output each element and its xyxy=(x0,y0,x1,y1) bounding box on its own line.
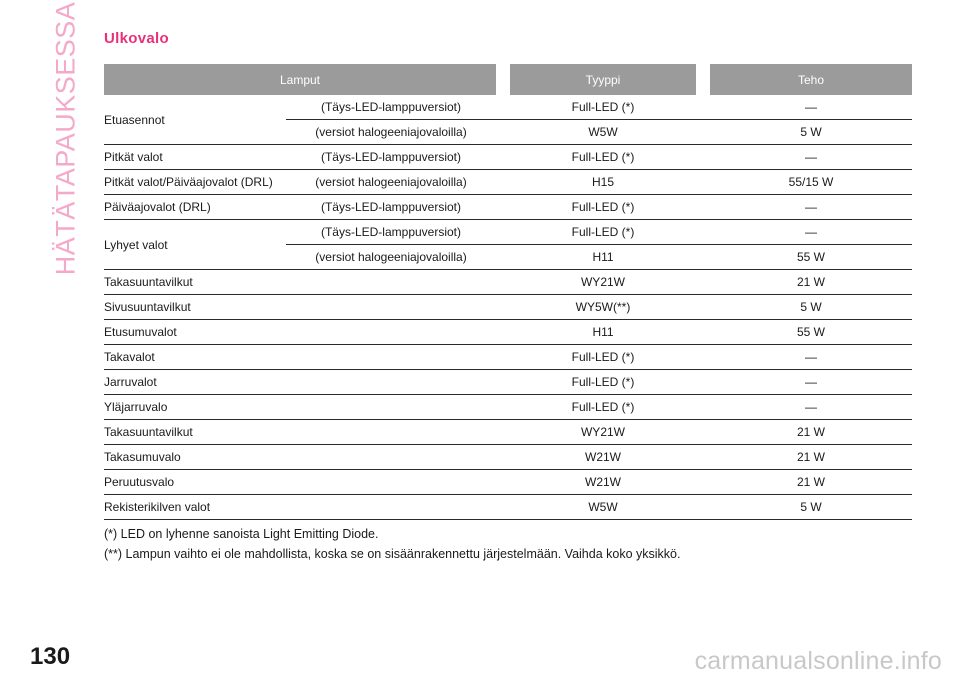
lamp-name: Etusumuvalot xyxy=(104,320,286,345)
lamp-power: 55/15 W xyxy=(710,170,912,195)
cell-gap xyxy=(696,395,710,420)
lamp-name: Päiväajovalot (DRL) xyxy=(104,195,286,220)
cell-gap xyxy=(696,120,710,145)
header-power: Teho xyxy=(710,64,912,95)
cell-gap xyxy=(696,495,710,520)
lamp-type: WY21W xyxy=(510,420,696,445)
lamp-power: 21 W xyxy=(710,445,912,470)
cell-gap xyxy=(696,295,710,320)
cell-gap xyxy=(696,195,710,220)
cell-gap xyxy=(696,220,710,245)
lamp-variant xyxy=(286,320,496,345)
table-body xyxy=(104,95,912,520)
table-header-row xyxy=(104,64,912,95)
lamp-name: Sivusuuntavilkut xyxy=(104,295,286,320)
cell-gap xyxy=(696,445,710,470)
lamp-type: WY5W(**) xyxy=(510,295,696,320)
lamp-variant xyxy=(286,470,496,495)
lamp-type: Full-LED (*) xyxy=(510,345,696,370)
cell-gap xyxy=(696,245,710,270)
table-row xyxy=(104,420,912,445)
lamp-type: Full-LED (*) xyxy=(510,195,696,220)
lamp-power: 55 W xyxy=(710,320,912,345)
section-title: Ulkovalo xyxy=(104,30,169,47)
lamp-variant xyxy=(286,495,496,520)
cell-gap xyxy=(496,495,510,520)
lamp-type: H15 xyxy=(510,170,696,195)
lamp-power: — xyxy=(710,370,912,395)
table-row xyxy=(104,445,912,470)
table-row xyxy=(104,345,912,370)
table-row xyxy=(104,495,912,520)
lamp-name: Rekisterikilven valot xyxy=(104,495,286,520)
page-number: 130 xyxy=(30,643,71,670)
table-row xyxy=(104,295,912,320)
cell-gap xyxy=(696,170,710,195)
lamp-variant xyxy=(286,345,496,370)
table-row xyxy=(104,270,912,295)
cell-gap xyxy=(696,320,710,345)
cell-gap xyxy=(496,370,510,395)
lamp-name: Yläjarruvalo xyxy=(104,395,286,420)
cell-gap xyxy=(696,370,710,395)
lamp-power: — xyxy=(710,395,912,420)
lamp-power: — xyxy=(710,345,912,370)
lamp-power: 5 W xyxy=(710,295,912,320)
cell-gap xyxy=(496,295,510,320)
lamp-variant xyxy=(286,420,496,445)
header-type: Tyyppi xyxy=(510,64,696,95)
lamp-variant: (Täys-LED-lamppuversiot) xyxy=(286,145,496,170)
cell-gap xyxy=(496,345,510,370)
table-row xyxy=(104,395,912,420)
table-row xyxy=(104,95,912,120)
cell-gap xyxy=(496,120,510,145)
table-row xyxy=(104,320,912,345)
lamp-variant: (versiot halogeeniajovaloilla) xyxy=(286,120,496,145)
lamp-variant: (Täys-LED-lamppuversiot) xyxy=(286,195,496,220)
lamp-type: W21W xyxy=(510,445,696,470)
lamp-type: Full-LED (*) xyxy=(510,370,696,395)
lamp-type: Full-LED (*) xyxy=(510,220,696,245)
header-lamps: Lamput xyxy=(104,64,496,95)
chapter-side-title-text: HÄTÄTAPAUKSESSA xyxy=(50,1,81,275)
lamp-power: — xyxy=(710,195,912,220)
lamp-name: Takasuuntavilkut xyxy=(104,420,286,445)
cell-gap xyxy=(496,245,510,270)
cell-gap xyxy=(696,470,710,495)
header-gap xyxy=(496,64,510,95)
lamp-type: H11 xyxy=(510,245,696,270)
lamp-name: Takasuuntavilkut xyxy=(104,270,286,295)
footnote-led: (*) LED on lyhenne sanoista Light Emitting Diode. xyxy=(104,527,379,541)
lamp-variant: (versiot halogeeniajovaloilla) xyxy=(286,245,496,270)
lamp-variant xyxy=(286,295,496,320)
lamp-power: 21 W xyxy=(710,470,912,495)
lamp-name: Peruutusvalo xyxy=(104,470,286,495)
cell-gap xyxy=(496,170,510,195)
lamp-name: Takasumuvalo xyxy=(104,445,286,470)
lamp-type: WY21W xyxy=(510,270,696,295)
table-row xyxy=(104,145,912,170)
lamp-type: Full-LED (*) xyxy=(510,95,696,120)
cell-gap xyxy=(496,220,510,245)
lamp-variant: (versiot halogeeniajovaloilla) xyxy=(286,170,496,195)
cell-gap xyxy=(696,95,710,120)
cell-gap xyxy=(496,270,510,295)
cell-gap xyxy=(496,420,510,445)
lamp-type: Full-LED (*) xyxy=(510,395,696,420)
lamp-power: 5 W xyxy=(710,495,912,520)
table-row xyxy=(104,220,912,245)
cell-gap xyxy=(696,345,710,370)
lamp-type: H11 xyxy=(510,320,696,345)
lamp-name: Pitkät valot xyxy=(104,145,286,170)
lamp-type: W21W xyxy=(510,470,696,495)
lamp-variant: (Täys-LED-lamppuversiot) xyxy=(286,220,496,245)
lamp-table xyxy=(104,64,912,520)
footnotes xyxy=(104,527,680,567)
cell-gap xyxy=(496,445,510,470)
footnote-integrated: (**) Lampun vaihto ei ole mahdollista, koska se on sisäänrakennettu järjestelmään. Vaihda koko yksikkö. xyxy=(104,547,681,561)
chapter-side-title xyxy=(48,1,84,275)
lamp-power: — xyxy=(710,95,912,120)
cell-gap xyxy=(496,145,510,170)
watermark: carmanualsonline.info xyxy=(694,647,942,675)
lamp-variant: (Täys-LED-lamppuversiot) xyxy=(286,95,496,120)
lamp-name: Jarruvalot xyxy=(104,370,286,395)
table-row xyxy=(104,370,912,395)
lamp-variant xyxy=(286,445,496,470)
lamp-power: 5 W xyxy=(710,120,912,145)
lamp-name: Pitkät valot/Päiväajovalot (DRL) xyxy=(104,170,286,195)
lamp-power: — xyxy=(710,145,912,170)
cell-gap xyxy=(496,320,510,345)
lamp-variant xyxy=(286,370,496,395)
lamp-name: Lyhyet valot xyxy=(104,220,286,270)
cell-gap xyxy=(696,420,710,445)
cell-gap xyxy=(696,270,710,295)
cell-gap xyxy=(496,195,510,220)
lamp-power: 55 W xyxy=(710,245,912,270)
lamp-power: — xyxy=(710,220,912,245)
cell-gap xyxy=(496,395,510,420)
lamp-name: Etuasennot xyxy=(104,95,286,145)
header-gap xyxy=(696,64,710,95)
cell-gap xyxy=(696,145,710,170)
lamp-power: 21 W xyxy=(710,270,912,295)
lamp-power: 21 W xyxy=(710,420,912,445)
lamp-type: W5W xyxy=(510,120,696,145)
lamp-variant xyxy=(286,270,496,295)
table-row xyxy=(104,470,912,495)
table-row xyxy=(104,170,912,195)
lamp-variant xyxy=(286,395,496,420)
lamp-type: W5W xyxy=(510,495,696,520)
lamp-type: Full-LED (*) xyxy=(510,145,696,170)
cell-gap xyxy=(496,95,510,120)
lamp-name: Takavalot xyxy=(104,345,286,370)
table-row xyxy=(104,195,912,220)
cell-gap xyxy=(496,470,510,495)
